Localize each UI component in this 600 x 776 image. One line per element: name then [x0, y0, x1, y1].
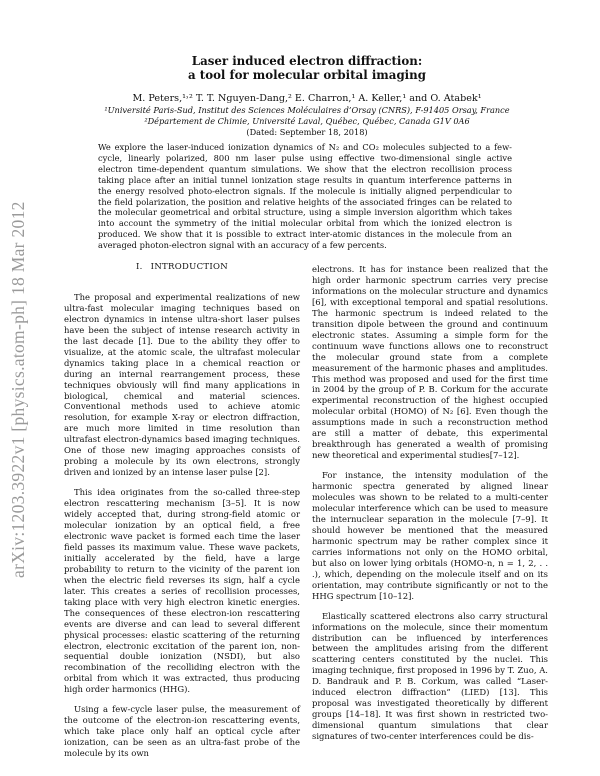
- abstract: We explore the laser-induced ionization dynamics of N₂ and CO₂ molecules subjected to a few-cycle, linearly polarized, 800 nm laser pulse using effective two-dimensional single active electron time-dependent quantum simulations. We show that the electron recollision process taking place after an initial tunnel ionization stage results in quantum interference patterns in the energy resolved photo-electron signals. If the molecule is initially aligned perpendicular to the field polarization, the position and relative heights of the associated fringes can be related to the molecular geometrical and orbital structure, using a simple inversion algorithm which takes into account the symmetry of the initial molecular orbital from which the ionized electron is produced. We show that it is possible to extract inter-atomic distances in the molecule from an averaged photon-electron signal with an accuracy of a few percents.: [98, 142, 512, 251]
- paragraph: This idea originates from the so-called three-step electron rescattering mechanism [3–5]. It is now widely accepted that, during strong-field atomic or molecular ionization by an optical field, a free electronic wave packet is formed each time the laser field passes its maximum value. These wave packets, initially accelerated by the field, have a large probability to return to the vicinity of the parent ion when the electric field reverses its sign, half a cycle later. This creates a series of recollision processes, taking place with very high electron kinetic energies. The consequences of these electron-ion rescattering events are diverse and can lead to several different physical processes: elastic scattering of the returning electron, electronic excitation of the parent ion, non-sequential double ionization (NSDI), but also recombination of the recolliding electron with the orbital from which it was extracted, thus producing high order harmonics (HHG).: [64, 487, 300, 695]
- author-list: M. Peters,¹˒² T. T. Nguyen-Dang,² E. Charron,¹ A. Keller,¹ and O. Atabek¹: [132, 93, 482, 104]
- paragraph: electrons. It has for instance been realized that the high order harmonic spectrum carries very precise informations on the molecular structure and dynamics [6], with exceptional temporal and spatial resolutions. The harmonic spectrum is indeed related to the transition dipole between the ground and continuum electronic states. Assuming a simple form for the continuum wave functions allows one to reconstruct the molecular ground state from a complete measurement of the harmonic phases and amplitudes. This method was proposed and used for the first time in 2004 by the group of P. B. Corkum for the accurate experimental reconstruction of the highest occupied molecular orbital (HOMO) of N₂ [6]. Even though the assumptions made in such a reconstruction method are still a matter of debate, this experimental breakthrough has generated a wealth of promising new theoretical and experimental studies[7–12].: [312, 264, 548, 461]
- section-heading: [64, 262, 300, 273]
- paragraph: The proposal and experimental realizations of new ultra-fast molecular imaging techniques based on electron dynamics in intense ultra-short laser pulses have been the subject of intense research activity in the last decade [1]. Due to the ability they offer to visualize, at the atomic scale, the ultrafast molecular dynamics taking place in a chemical reaction or during an internal rearrangement process, these techniques obviously will find many applications in biological, chemical and material sciences. Conventional methods used to achieve atomic resolution, for example X-ray or electron diffraction, are much more limited in time resolution than ultrafast electron-dynamics based imaging techniques. One of those new imaging approaches consists of probing a molecule by its own electrons, strongly driven and ionized by an intense laser pulse [2].: [64, 291, 300, 478]
- section-number: I.: [135, 262, 143, 272]
- paper-header: [62, 54, 552, 138]
- left-column: [64, 262, 300, 768]
- section-title: INTRODUCTION: [150, 262, 229, 272]
- affiliation-1: ¹Université Paris-Sud, Institut des Sciences Moléculaires d’Orsay (CNRS), F-91405 Orsay, France: [104, 105, 510, 115]
- title-line-2: a tool for molecular orbital imaging: [188, 68, 426, 82]
- title-line-1: Laser induced electron diffraction:: [191, 54, 423, 68]
- paragraph: For instance, the intensity modulation of the harmonic spectra generated by aligned linear molecules was shown to be related to a multi-center molecular interference which can be used to measure the internuclear separation in the molecule [7–9]. It should however be mentioned that the measured harmonic spectrum may be rather complex since it carries informations not only on the HOMO orbital, but also on lower lying orbitals (HOMO-n, n = 1, 2, . . .), which, depending on the molecule itself and on its orientation, may contribute significantly or not to the HHG spectrum [10–12].: [312, 470, 548, 601]
- date-line: (Dated: September 18, 2018): [246, 127, 368, 137]
- arxiv-stamp: arXiv:1203.3922v1 [physics.atom-ph] 18 Mar 2012: [8, 201, 28, 579]
- paragraph: Using a few-cycle laser pulse, the measurement of the outcome of the electron-ion rescattering events, which take place only half an optical cycle after ionization, can be seen as an ultra-fast probe of the molecule by its own: [64, 704, 300, 759]
- paper-title: [62, 54, 552, 82]
- affiliation-2: ²Département de Chimie, Université Laval, Québec, Québec, Canada G1V 0A6: [144, 115, 470, 126]
- paragraph: Elastically scattered electrons also carry structural informations on the molecule, since their momentum distribution can be influenced by interferences between the amplitudes arising from the different scattering centers constituted by the nuclei. This imaging technique, first proposed in 1996 by T. Zuo, A. D. Bandrauk and P. B. Corkum, was called “Laser-induced electron diffraction” (LIED) [13]. This proposal was investigated theoretically by different groups [14–18]. It was first shown in restricted two-dimensional quantum simulations that clear signatures of two-center interferences could be dis-: [312, 610, 548, 742]
- right-column: [312, 264, 548, 751]
